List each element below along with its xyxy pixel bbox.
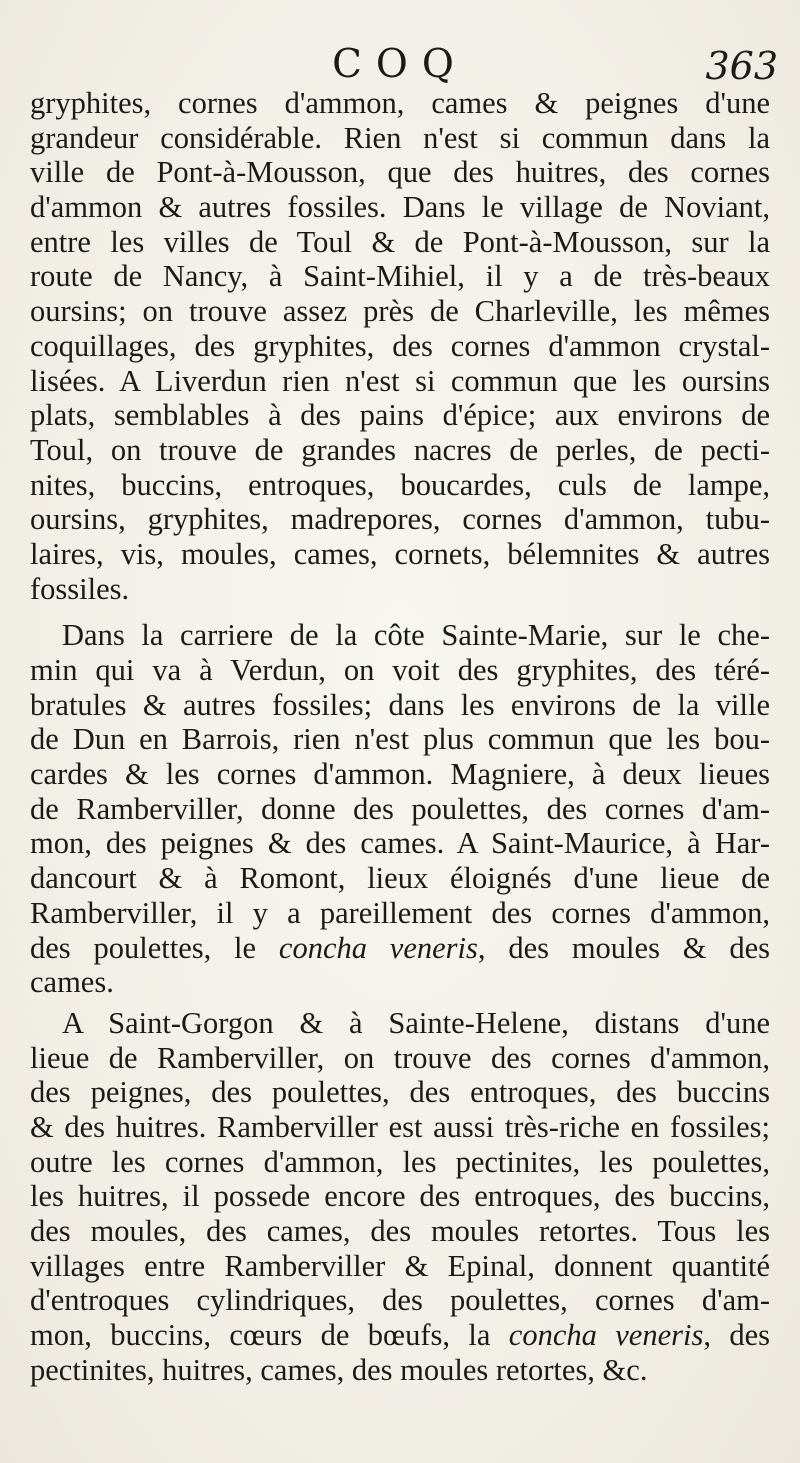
text-line: nites, buccins, entroques, boucardes, culs de lampe, — [30, 467, 770, 502]
text-line: grandeur considérable. Rien n'est si commun dans la — [30, 120, 770, 155]
text-line: min qui va à Verdun, on voit des gryphites, des téré- — [30, 653, 770, 687]
running-head: COQ — [332, 42, 468, 87]
text-line: route de Nancy, à Saint-Mihiel, il y a de très-beaux — [30, 259, 770, 294]
page-header — [0, 38, 800, 88]
text-line: d'entroques cylindriques, des poulettes, cornes d'am- — [30, 1283, 770, 1318]
text-line: les huitres, il possede encore des entroques, des buccins, — [30, 1179, 770, 1214]
text-line: plats, semblables à des pains d'épice; aux environs de — [30, 398, 770, 433]
text-line: Ramberviller, il y a pareillement des cornes d'ammon, — [30, 895, 770, 930]
text-line: & des huitres. Ramberviller est aussi très-riche en fossiles; — [30, 1109, 770, 1144]
text-line: lieue de Ramberviller, on trouve des cornes d'ammon, — [30, 1040, 770, 1075]
text-line: entre les villes de Toul & de Pont-à-Mousson, sur la — [30, 224, 770, 259]
text-line: de Ramberviller, donne des poulettes, des cornes d'am- — [30, 791, 770, 826]
text-line: oursins, gryphites, madrepores, cornes d'ammon, tubu- — [30, 502, 770, 537]
text-line: des poulettes, le concha veneris, des moules & des — [30, 930, 770, 965]
text-line: Dans la carriere de la côte Sainte-Marie, sur le che- — [62, 618, 770, 653]
latin-term: concha veneris — [508, 1318, 704, 1353]
paragraph-2 — [30, 618, 770, 1000]
text-line: cames. — [30, 965, 114, 1000]
paragraph-1 — [30, 86, 770, 606]
text-line: cardes & les cornes d'ammon. Magniere, à deux lieues — [30, 757, 770, 792]
text-line: bratules & autres fossiles; dans les environs de la ville — [30, 687, 770, 722]
text-line: oursins; on trouve assez près de Charleville, les mêmes — [30, 294, 770, 329]
text-line: des moules, des cames, des moules retortes. Tous les — [30, 1214, 770, 1248]
text-line: dancourt & à Romont, lieux éloignés d'une lieue de — [30, 861, 770, 896]
text-line: A Saint-Gorgon & à Sainte-Helene, distans d'une — [62, 1005, 770, 1040]
latin-term: concha veneris — [278, 930, 478, 965]
text-line: d'ammon & autres fossiles. Dans le village de Noviant, — [30, 190, 770, 225]
text-line: villages entre Ramberviller & Epinal, donnent quantité — [30, 1248, 770, 1283]
page-number: 363 — [705, 44, 778, 88]
text-line: outre les cornes d'ammon, les pectinites, les poulettes, — [30, 1144, 770, 1179]
text-line: coquillages, des gryphites, des cornes d'ammon crystal- — [30, 328, 770, 363]
text-line: de Dun en Barrois, rien n'est plus commun que les bou- — [30, 722, 770, 757]
body-text — [30, 86, 770, 1387]
text-line: mon, buccins, cœurs de bœufs, la concha veneris, des — [30, 1318, 770, 1353]
text-line: des peignes, des poulettes, des entroques, des buccins — [30, 1075, 770, 1110]
text-line: lisées. A Liverdun rien n'est si commun que les oursins — [30, 363, 770, 398]
paragraph-3 — [30, 1006, 770, 1388]
text-line: gryphites, cornes d'ammon, cames & peignes d'une — [30, 86, 770, 120]
text-line: Toul, on trouve de grandes nacres de perles, de pecti- — [30, 432, 770, 467]
text-line: mon, des peignes & des cames. A Saint-Maurice, à Har- — [30, 826, 770, 861]
text-line: laires, vis, moules, cames, cornets, bélemnites & autres — [30, 536, 770, 571]
text-line: fossiles. — [30, 571, 130, 606]
text-line: pectinites, huitres, cames, des moules retortes, &c. — [30, 1352, 648, 1387]
text-line: ville de Pont-à-Mousson, que des huitres, des cornes — [30, 155, 770, 190]
paragraph-gap — [30, 606, 770, 618]
